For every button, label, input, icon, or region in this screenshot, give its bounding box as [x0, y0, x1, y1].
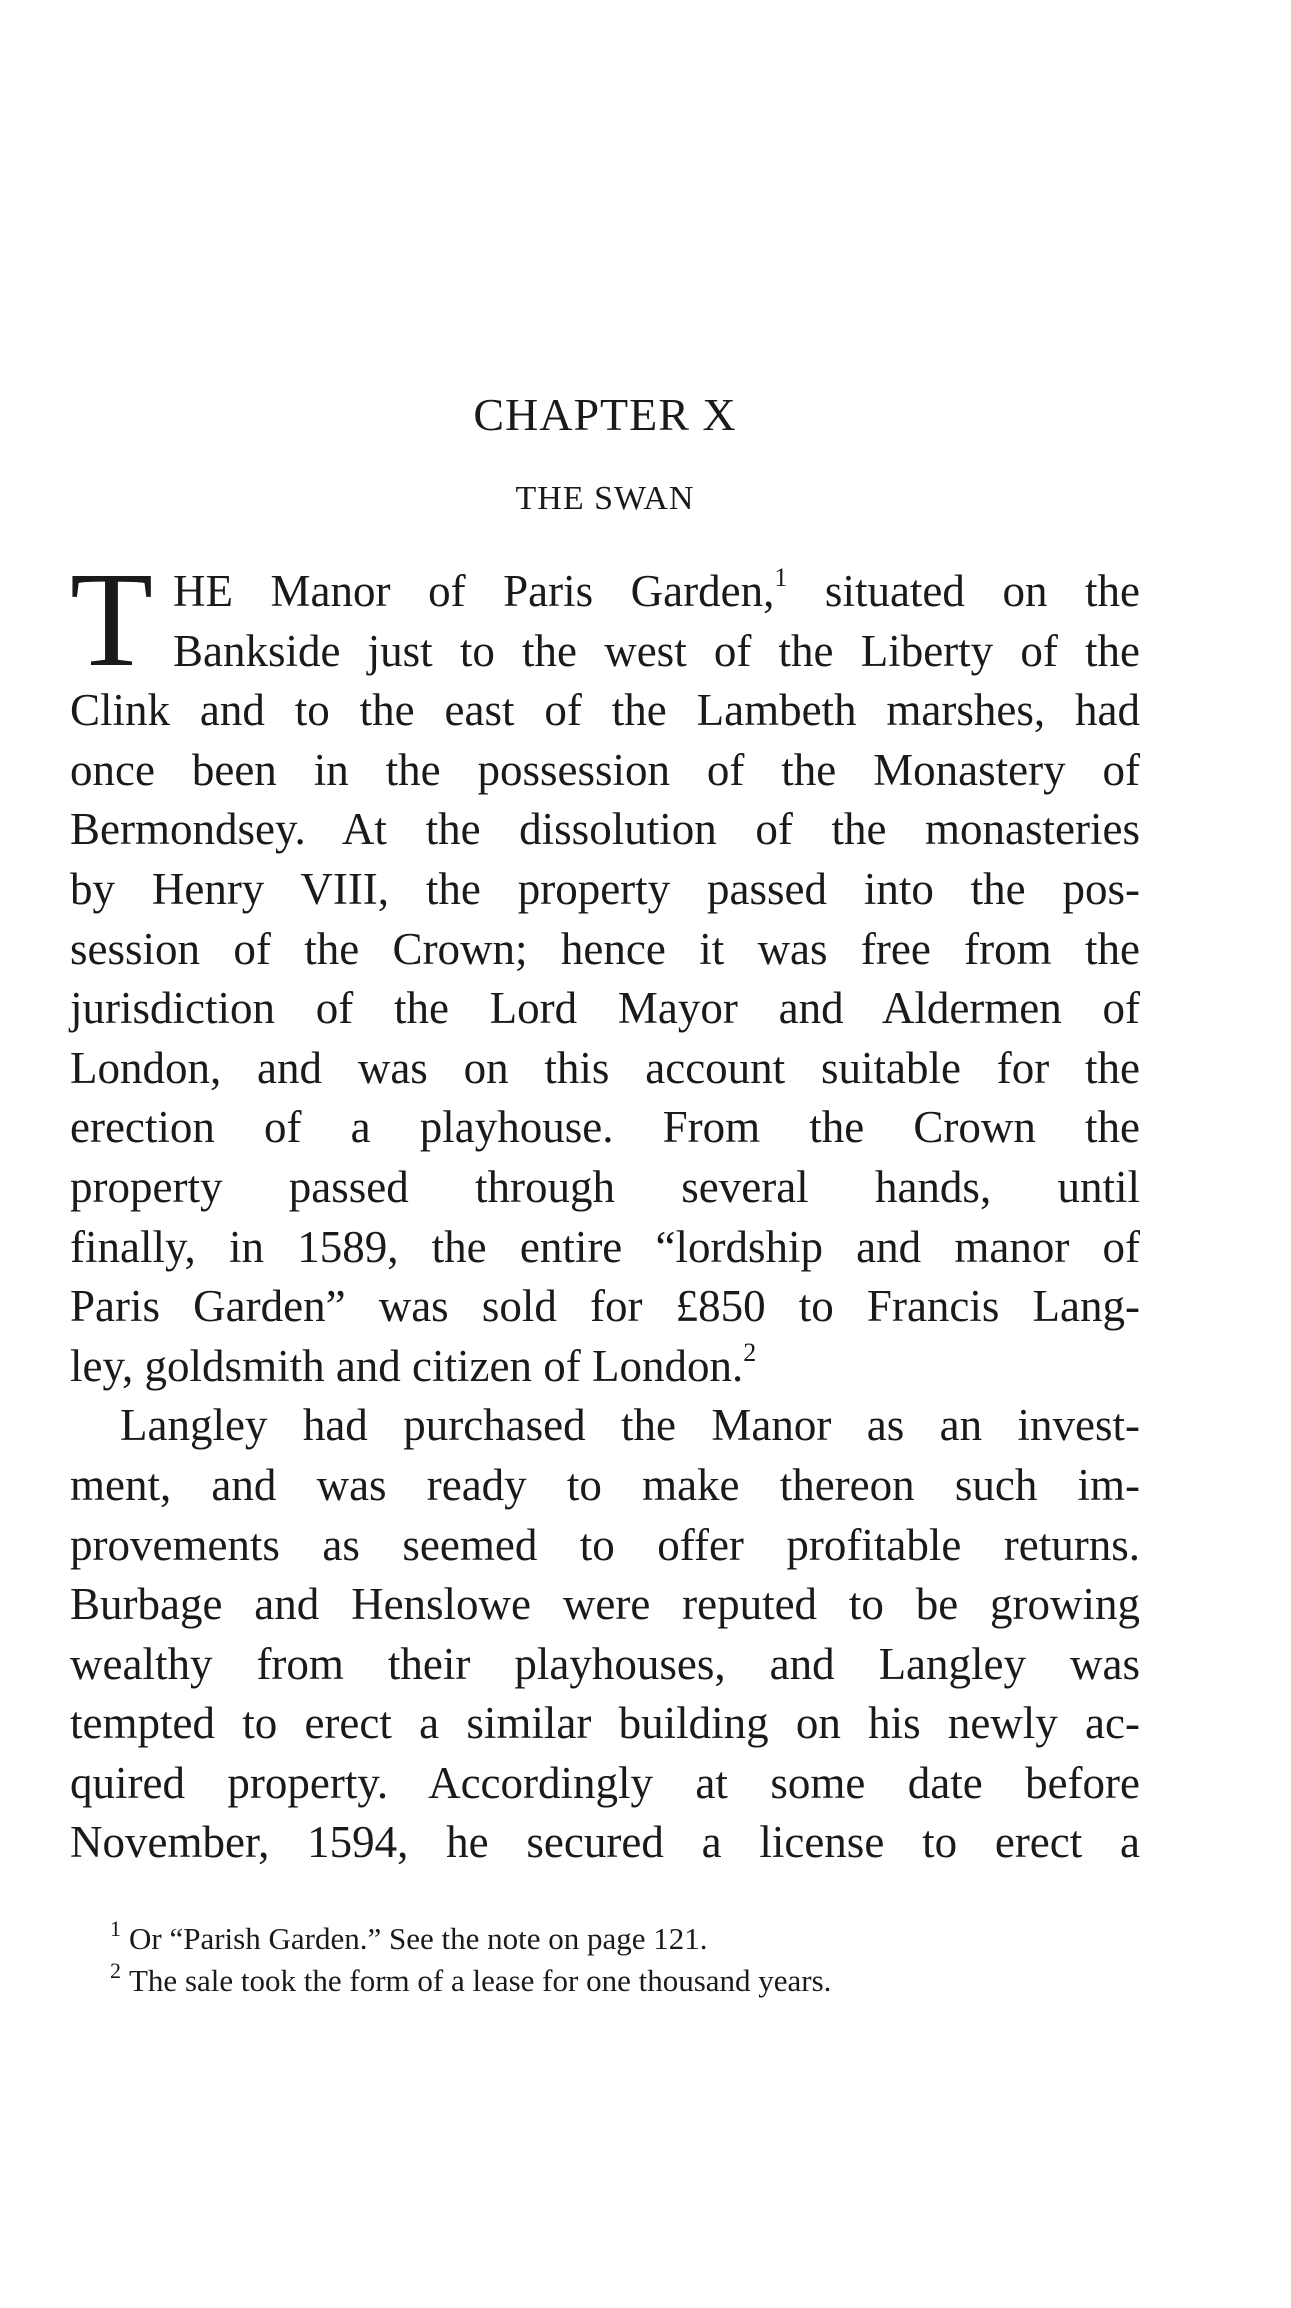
text-line: Burbage and Henslowe were reputed to be growing [70, 1579, 1140, 1630]
body-text [70, 545, 1140, 1873]
text-line: provements as seemed to offer profitable returns. [70, 1519, 1140, 1570]
text-line: wealthy from their playhouses, and Langley was [70, 1638, 1140, 1689]
text-line: HE Manor of Paris Garden,$^1$ situated on the [173, 563, 1140, 616]
drop-cap: T [70, 545, 154, 695]
text-line: Bermondsey. At the dissolution of the monasteries [70, 804, 1140, 855]
text-line: Paris Garden” was sold for £850 to Francis Lang- [70, 1281, 1140, 1332]
footnote: $^1$ Or “Parish Garden.” See the note on page 121. [110, 1915, 708, 1956]
footnote: $^2$ The sale took the form of a lease for one thousand years. [110, 1957, 832, 1998]
paragraph-1 [70, 545, 1140, 1396]
text-line: November, 1594, he secured a license to erect a [70, 1817, 1140, 1868]
text-line: jurisdiction of the Lord Mayor and Aldermen of [70, 983, 1140, 1034]
text-line: property passed through several hands, until [70, 1161, 1140, 1212]
text-line: Bankside just to the west of the Liberty of the [173, 625, 1140, 676]
text-line: finally, in 1589, the entire “lordship and manor of [70, 1221, 1140, 1272]
text-line: ley, goldsmith and citizen of London.$^2$ [70, 1337, 757, 1391]
text-line: quired property. Accordingly at some date before [70, 1757, 1140, 1808]
footnote-mark: 2 [110, 1957, 121, 1983]
text-line: Langley had purchased the Manor as an invest- [120, 1400, 1140, 1451]
footnotes [110, 1915, 1150, 2002]
text-line: Clink and to the east of the Lambeth marshes, had [70, 685, 1140, 736]
footnote-ref: 1 [774, 563, 788, 592]
text-line: session of the Crown; hence it was free from the [70, 923, 1140, 974]
paragraph-2 [70, 1396, 1140, 1873]
text-line: ment, and was ready to make thereon such im- [70, 1459, 1140, 1510]
footnote-mark: 1 [110, 1915, 121, 1941]
text-line: London, and was on this account suitable for the [70, 1042, 1140, 1093]
text-line: tempted to erect a similar building on his newly ac- [70, 1698, 1140, 1749]
text-line: once been in the possession of the Monastery of [70, 744, 1140, 795]
footnote-ref: 2 [743, 1337, 757, 1367]
chapter-subtitle: THE SWAN [515, 480, 695, 517]
text-line: by Henry VIII, the property passed into the pos- [70, 863, 1140, 914]
chapter-title: CHAPTER X [473, 389, 737, 440]
text-line: erection of a playhouse. From the Crown the [70, 1102, 1140, 1153]
